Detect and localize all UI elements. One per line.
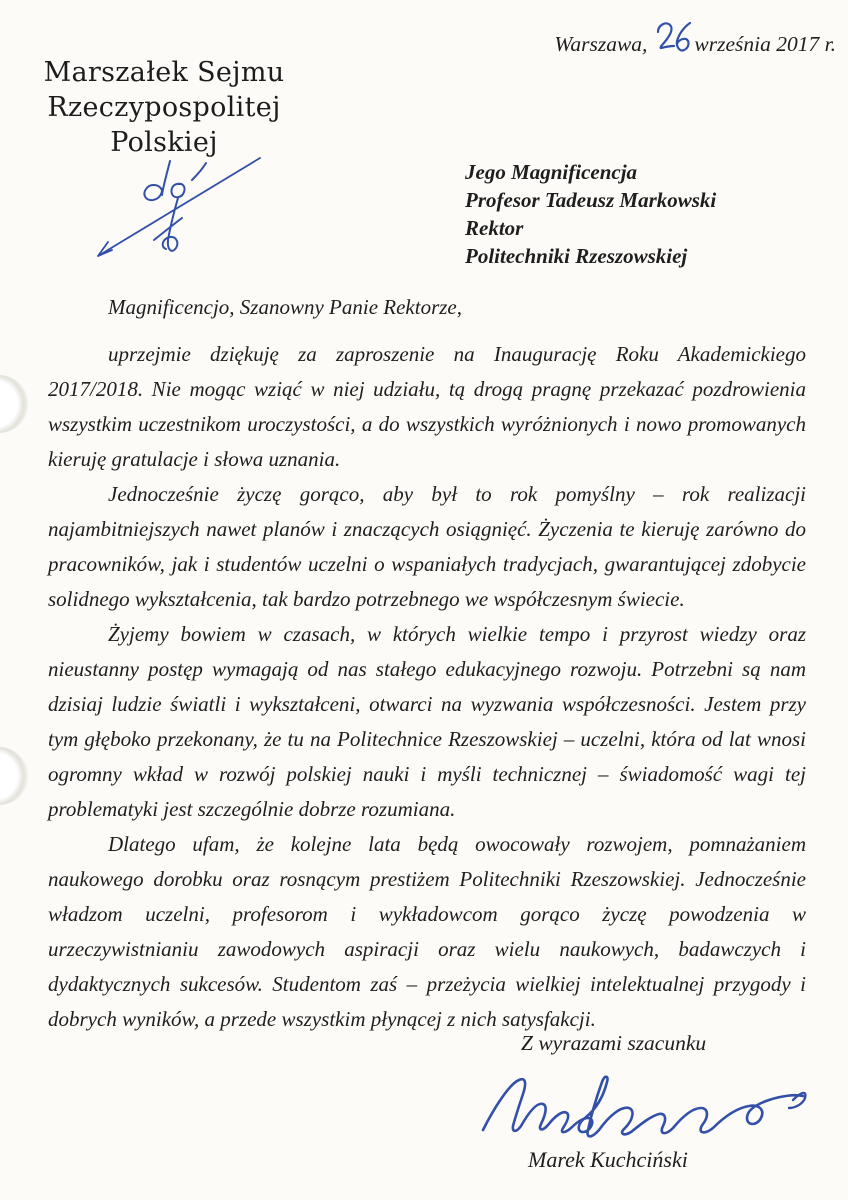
hole-punch-mark [0, 747, 28, 805]
body-paragraph-4: Dlatego ufam, że kolejne lata będą owocowały rozwojem, pomnażaniem naukowego dorobku oraz rosnącym prestiżem Politechniki Rzeszowskiej. Jednocześnie władzom uczelni, profesorom i wykładowcom gorąco życzę powodzenia w urzeczywistnianiu zawodowych aspiracji oraz wielu naukowych, badawczych i dydaktycznych sukcesów. Studentom zaś – przeżycia wielkiej intelektualnej przygody i dobrych wyników, a przede wszystkim płynącej z nich satysfakcji. [48, 832, 806, 1031]
letterhead-line2: Rzeczypospolitej Polskiej [47, 92, 281, 158]
salutation: Magnificencjo, Szanowny Panie Rektorze, [108, 295, 462, 319]
letterhead [28, 55, 300, 160]
hole-punch-mark [0, 375, 28, 433]
body-paragraph-1: uprzejmie dziękuję za zaproszenie na Inaugurację Roku Akademickiego 2017/2018. Nie mogąc wziąć w niej udziału, tą drogą pragnę przekazać pozdrowienia wszystkim uczestnikom uroczystości, a do wszystkich wyróżnionych i nowo promowanych kieruję gratulacje i słowa uznania. [48, 342, 806, 471]
addressee-line: Jego Magnificencja [465, 160, 638, 184]
body-paragraph-2: Jednocześnie życzę gorąco, aby był to rok pomyślny – rok realizacji najambitniejszych nawet planów i znaczących osiągnięć. Życzenia te kieruję zarówno do pracowników, jak i studentów uczelni o wspaniałych tradycjach, gwarantującej zdobycie solidnego wykształcenia, tak bardzo potrzebnego we współczesnym świecie. [48, 482, 806, 611]
closing-phrase: Z wyrazami szacunku [521, 1031, 707, 1055]
handwritten-annotation-icon [92, 150, 264, 265]
letter-body [48, 290, 806, 1037]
signature-scribble-icon [475, 1066, 813, 1148]
body-paragraph-3: Żyjemy bowiem w czasach, w których wielkie tempo i przyrost wiedzy oraz nieustanny postęp wymagają od nas stałego edukacyjnego rozwoju. Potrzebni są nam dzisiaj ludzie światli i wykształceni, otwarci na wyzwania współczesności. Jestem przy tym głęboko przekonany, że tu na Politechnice Rzeszowskiej – uczelni, która od lat wnosi ogromny wkład w rozwój polskiej nauki i myśli technicznej – świadomość wagi tej problematyki jest szczególnie dobrze rozumiana. [48, 622, 806, 821]
addressee-line: Politechniki Rzeszowskiej [465, 244, 688, 268]
date-line [554, 20, 836, 57]
handwritten-date-day-icon [653, 20, 693, 54]
signer-name: Marek Kuchciński [528, 1147, 688, 1172]
date-rest: września 2017 r. [694, 32, 836, 56]
addressee-line: Rektor [465, 216, 524, 240]
addressee-block [465, 158, 716, 270]
date-city: Warszawa, [554, 32, 648, 56]
addressee-line: Profesor Tadeusz Markowski [465, 188, 717, 212]
letterhead-line1: Marszałek Sejmu [43, 57, 285, 88]
